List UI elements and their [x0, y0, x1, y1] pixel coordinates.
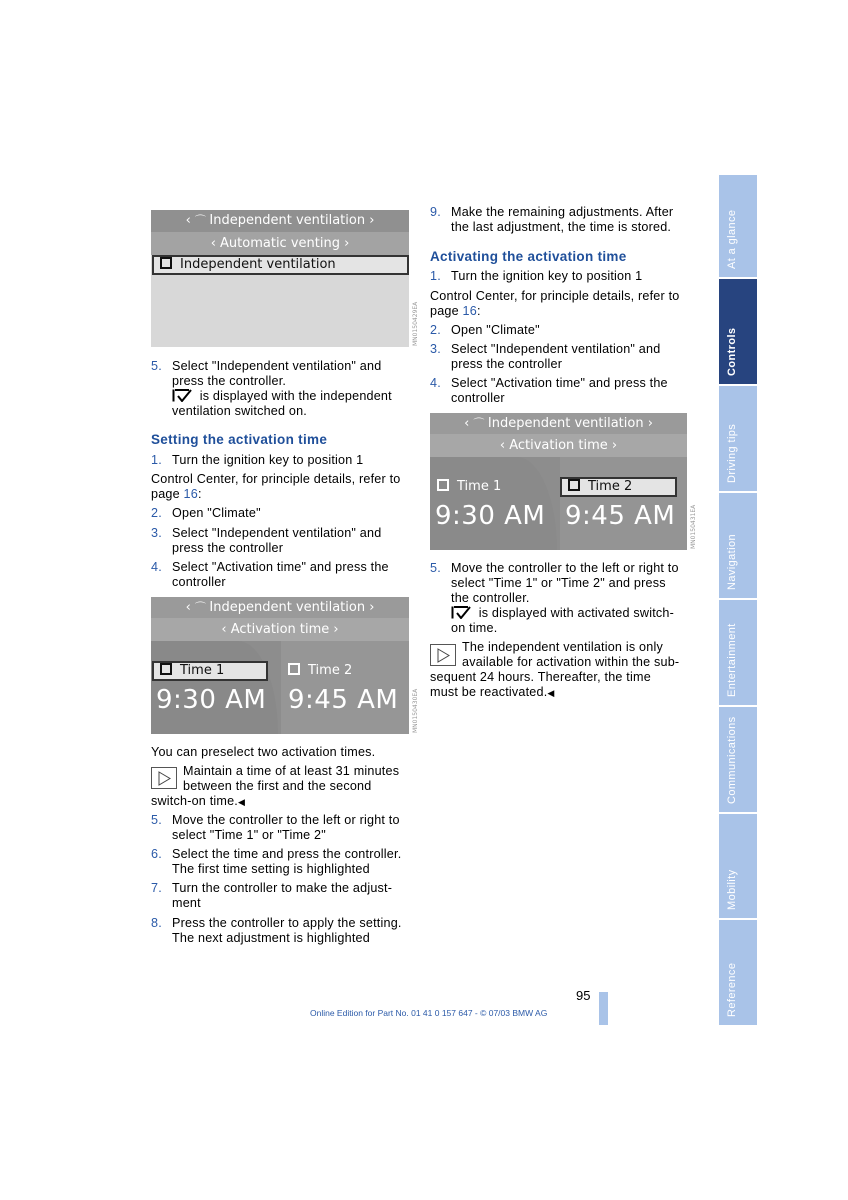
tab-label: Entertainment — [726, 623, 738, 697]
step-text: select "Time 1" or "Time 2" — [172, 828, 326, 842]
tab-label: At a glance — [726, 209, 738, 269]
screen-independent-ventilation-menu — [151, 210, 409, 347]
time-1-pane — [151, 641, 278, 734]
page-link[interactable]: 16 — [462, 304, 477, 318]
screen-sub-bar: ‹ Activation time › — [430, 434, 687, 457]
preselect-text: You can preselect two activation times. — [151, 745, 376, 759]
note-text: The independent ventilation is only — [462, 640, 663, 654]
step-number: 4. — [430, 376, 441, 390]
time-2-label: Time 2 — [308, 663, 353, 678]
step-text: ment — [172, 896, 201, 910]
arrow-right-icon: › — [365, 213, 375, 228]
step-text: Select "Independent ventilation" and — [172, 526, 382, 540]
step-number: 6. — [151, 847, 162, 861]
activated-check-icon — [172, 389, 192, 402]
footer-edition: Online Edition for Part No. 01 41 0 157 647 - © 07/03 BMW AG — [310, 1008, 548, 1018]
step-text: Select "Activation time" and press the — [451, 376, 668, 390]
time-2-label: Time 2 — [588, 479, 633, 494]
tab-label: Communications — [726, 716, 738, 804]
step-number: 3. — [430, 342, 441, 356]
step-number: 5. — [430, 561, 441, 575]
step-number: 5. — [151, 813, 162, 827]
step-text: Move the controller to the left or right to — [451, 561, 679, 575]
ref-text: page — [151, 487, 184, 501]
ref-text: : — [197, 487, 202, 501]
tab-navigation[interactable] — [719, 493, 757, 598]
tab-communications[interactable] — [719, 707, 757, 812]
time-2-pane — [281, 641, 409, 734]
step-number: 8. — [151, 916, 162, 930]
screen-title: Independent ventilation — [487, 416, 644, 431]
section-heading-setting: Setting the activation time — [151, 432, 328, 447]
checkbox-icon — [568, 479, 580, 491]
page-number: 95 — [576, 988, 591, 1003]
tab-label: Navigation — [726, 534, 738, 590]
step-text: on time. — [451, 621, 498, 635]
checkbox-icon — [160, 257, 172, 269]
selected-option-label: Independent ventilation — [180, 257, 336, 272]
screen-title-bar: ‹ ⌒ Independent ventilation › — [430, 413, 687, 434]
tab-mobility[interactable] — [719, 814, 757, 918]
image-code-2: MN0150430EA — [412, 688, 419, 733]
step-text: is displayed with the independent — [196, 389, 392, 403]
ref-text: Control Center, for principle details, refer to — [430, 289, 680, 303]
step-number: 1. — [151, 453, 162, 467]
time-2-pane — [560, 457, 687, 550]
step-text: press the controller — [451, 357, 563, 371]
time-1-label-box — [152, 661, 268, 681]
time-2-value: 9:45 AM — [288, 685, 399, 715]
screen-sub-bar: ‹ Automatic venting › — [151, 232, 409, 255]
fan-icon: ⌒ — [194, 601, 210, 614]
step-number: 5. — [151, 359, 162, 373]
ref-text: page — [430, 304, 463, 318]
screen-title: Independent ventilation — [209, 213, 366, 228]
screen-subtitle: Automatic venting — [220, 236, 340, 251]
end-mark-icon: ◀ — [547, 688, 555, 698]
tab-label: Driving tips — [726, 423, 738, 483]
time-2-label-box — [560, 477, 677, 497]
step-text: Turn the ignition key to position 1 — [172, 453, 364, 467]
page-marker — [599, 992, 608, 1025]
step-number: 7. — [151, 881, 162, 895]
step-text: ventilation switched on. — [172, 404, 308, 418]
screen-subtitle: Activation time — [509, 438, 608, 453]
time-1-value: 9:30 AM — [156, 685, 267, 715]
activated-check-icon — [451, 606, 471, 619]
tab-entertainment[interactable] — [719, 600, 757, 705]
ref-text: Control Center, for principle details, refer to — [151, 472, 401, 486]
tab-label: Controls — [726, 327, 738, 376]
step-text: press the controller — [172, 541, 284, 555]
step-text: Select the time and press the controller. — [172, 847, 402, 861]
step-text: select "Time 1" or "Time 2" and press — [451, 576, 666, 590]
time-1-label: Time 1 — [457, 479, 502, 494]
tab-controls[interactable] — [719, 279, 757, 384]
note-minimum-interval — [151, 764, 416, 810]
time-1-value: 9:30 AM — [435, 501, 546, 531]
step-text: Select "Activation time" and press the — [172, 560, 389, 574]
tab-driving-tips[interactable] — [719, 386, 757, 491]
note-text: available for activation within the sub- — [462, 655, 680, 669]
fan-icon: ⌒ — [194, 214, 210, 227]
step-text: The first time setting is highlighted — [172, 862, 370, 876]
step-text: Open "Climate" — [451, 323, 540, 337]
note-text: between the first and the second — [183, 779, 372, 793]
image-code-1: MN0150429EA — [412, 301, 419, 346]
screen-title-bar: ‹ ⌒ Independent ventilation › — [151, 597, 409, 618]
time-2-label-box — [288, 663, 352, 678]
step-text: Turn the ignition key to position 1 — [451, 269, 643, 283]
checkbox-icon — [160, 663, 172, 675]
step-text: the last adjustment, the time is stored. — [451, 220, 672, 234]
step-text: Press the controller to apply the setting. — [172, 916, 402, 930]
time-1-label-box — [437, 479, 501, 494]
step-text: Move the controller to the left or right to — [172, 813, 400, 827]
note-text: must be reactivated. — [430, 685, 548, 699]
screen-title-bar — [151, 210, 409, 232]
note-text: Maintain a time of at least 31 minutes — [183, 764, 400, 778]
time-2-value: 9:45 AM — [565, 501, 676, 531]
step-text: Make the remaining adjustments. After — [451, 205, 674, 219]
step-text: Select "Independent ventilation" and — [451, 342, 661, 356]
end-mark-icon: ◀ — [237, 797, 246, 807]
step-text: controller — [451, 391, 505, 405]
image-code-3: MN0150431EA — [690, 504, 697, 549]
step-text: the controller. — [451, 591, 530, 605]
step-number: 1. — [430, 269, 441, 283]
step-number: 2. — [430, 323, 441, 337]
control-center-ref — [151, 472, 416, 502]
selected-option — [152, 255, 409, 275]
screen-activation-time — [151, 597, 409, 734]
ref-text: : — [476, 304, 481, 318]
section-heading-activating: Activating the activation time — [430, 249, 627, 264]
fan-icon: ⌒ — [473, 417, 488, 430]
page-link[interactable]: 16 — [183, 487, 198, 501]
step-text: is displayed with activated switch- — [475, 606, 674, 620]
screen-activation-time-2 — [430, 413, 687, 550]
step-text: press the controller. — [172, 374, 287, 388]
screen-title: Independent ventilation — [209, 600, 366, 615]
time-1-pane — [430, 457, 557, 550]
tab-label: Reference — [726, 962, 738, 1017]
time-1-label: Time 1 — [180, 663, 225, 678]
note-text: sequent 24 hours. Thereafter, the time — [430, 670, 651, 684]
step-text: Open "Climate" — [172, 506, 261, 520]
arrow-left-icon: ‹ — [185, 213, 195, 228]
step-text: The next adjustment is highlighted — [172, 931, 370, 945]
checkbox-icon — [437, 479, 449, 491]
tab-label: Mobility — [726, 869, 738, 910]
step-number: 3. — [151, 526, 162, 540]
step-number: 9. — [430, 205, 441, 219]
tab-reference[interactable] — [719, 920, 757, 1025]
step-text: Turn the controller to make the adjust- — [172, 881, 393, 895]
screen-subtitle: Activation time — [230, 622, 330, 637]
tab-at-a-glance[interactable] — [719, 175, 757, 277]
control-center-ref — [430, 289, 695, 319]
step-number: 2. — [151, 506, 162, 520]
note-availability — [430, 640, 692, 701]
checkbox-icon — [288, 663, 300, 675]
step-number: 4. — [151, 560, 162, 574]
step-text: controller — [172, 575, 226, 589]
screen-sub-bar: ‹ Activation time › — [151, 618, 409, 641]
note-text: switch-on time. — [151, 794, 238, 808]
step-text: Select "Independent ventilation" and — [172, 359, 382, 373]
